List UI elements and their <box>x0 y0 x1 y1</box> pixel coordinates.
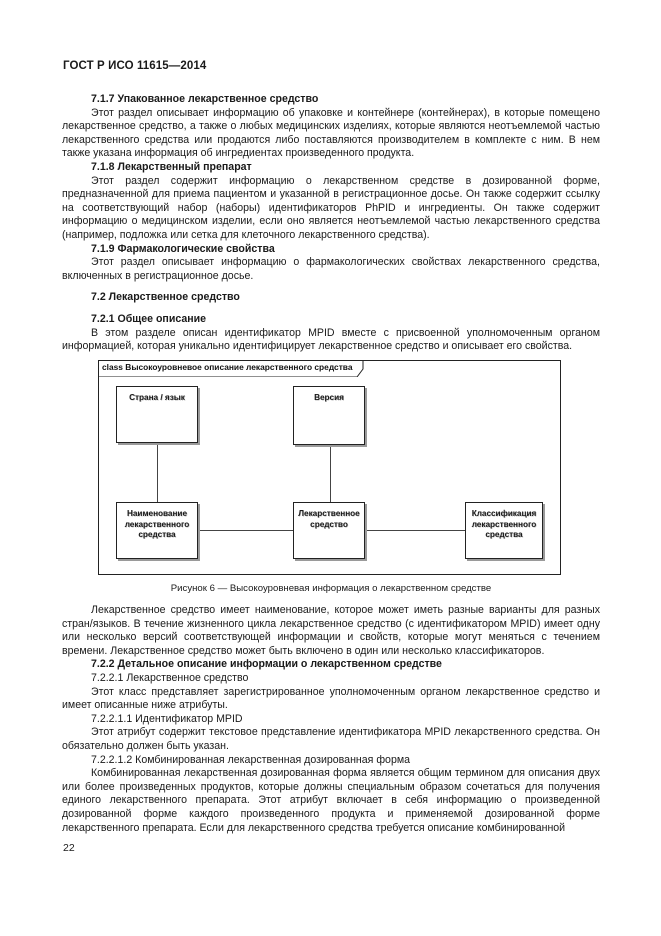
subheading-7-2-2-1: 7.2.2.1 Лекарственное средство <box>91 671 249 684</box>
class-box-version: Версия <box>293 386 365 445</box>
paragraph: Этот атрибут содержит текстовое представление идентификатора MPID лекарственного средства. Он обязательно должен быть указан. <box>62 726 600 752</box>
paragraph: Этот раздел описывает информацию об упаковке и контейнере (контейнерах), в которые помещено лекарственное средство, а также о любых медицинских изделиях, которые являются неотъемлемой частью лекарственного средства или продаются либо поставляются производителем в комплекте с ним. В нем также указана информация об ингредиентах произведенного продукта. <box>62 106 600 160</box>
page-number: 22 <box>63 842 75 854</box>
subheading-7-2-2-1-2: 7.2.2.1.2 Комбинированная лекарственная дозированная форма <box>91 753 411 766</box>
connector-name-to-product <box>198 530 294 531</box>
paragraph: Комбинированная лекарственная дозированная форма является общим термином для описания двух или более произведенных продуктов, которые должны специальным образом сочетаться для получения единого лекарственного препарата. Этот атрибут включает в себя информацию о произведенной дозированной форме каждого произведенного продукта и применяемой дозированной форме лекарственного препарата. Если для лекарственного средства требуется описание комбинированной <box>62 767 600 834</box>
paragraph: Этот раздел описывает информацию о фармакологических свойствах лекарственного средства, включенных в регистрационное досье. <box>62 256 600 282</box>
diagram-frame-label: class Высокоуровневое описание лекарственного средства <box>102 362 353 372</box>
heading-7-1-7: 7.1.7 Упакованное лекарственное средство <box>91 93 319 105</box>
heading-7-2-1: 7.2.1 Общее описание <box>91 312 207 325</box>
heading-7-1-8: 7.1.8 Лекарственный препарат <box>91 160 252 173</box>
text-block-top <box>62 93 600 354</box>
paragraph: Этот раздел содержит информацию о лекарственном средстве в дозированной форме, предназначенной для приема пациентом и указанной в регистрационное досье. Он также содержит ссылку на соответствующий набор (наборы) идентификаторов PhPID и ингредиенты. Он также содержит информацию о медицинском изделии, если оно является неотъемлемой частью лекарственного средства (например, подложка или сетка для клеточного лекарственного средства). <box>62 174 600 241</box>
subheading-7-2-2-1-1: 7.2.2.1.1 Идентификатор MPID <box>91 712 243 725</box>
heading-7-2-2: 7.2.2 Детальное описание информации о лекарственном средстве <box>91 658 442 671</box>
figure-caption: Рисунок 6 — Высокоуровневая информация о лекарственном средстве <box>170 583 492 594</box>
class-box-name: Наименование лекарственного средства <box>116 502 198 559</box>
uml-class-diagram <box>98 360 561 575</box>
text-block-bottom <box>62 604 600 835</box>
connector-product-to-classification <box>365 530 466 531</box>
class-box-medicinal-product: Лекарственное средство <box>293 502 365 559</box>
class-box-classification: Классификация лекарственного средства <box>465 502 543 559</box>
connector-version-to-product <box>330 445 331 503</box>
paragraph: Этот класс представляет зарегистрированное уполномоченным органом лекарственное средство и имеет описанные ниже атрибуты. <box>62 685 600 712</box>
heading-7-2: 7.2 Лекарственное средство <box>91 291 240 304</box>
paragraph: В этом разделе описан идентификатор MPID вместе с присвоенной уполномоченным органом информацией, которая уникально идентифицирует лекарственное средство и описывает его свойства. <box>62 326 600 353</box>
class-box-country-language: Страна / язык <box>116 386 198 443</box>
document-header: ГОСТ Р ИСО 11615—2014 <box>63 60 207 72</box>
connector-country-to-name <box>157 442 158 503</box>
heading-7-1-9: 7.1.9 Фармакологические свойства <box>91 242 275 255</box>
paragraph: Лекарственное средство имеет наименование, которое может иметь разные варианты для разных стран/языков. В течение жизненного цикла лекарственное средство (с идентификатором MPID) имеет одну или несколько версий соответствующей информации и свойств, которые могут меняться с течением времени. Лекарственное средство может быть включено в один или несколько классификаторов. <box>62 604 600 657</box>
